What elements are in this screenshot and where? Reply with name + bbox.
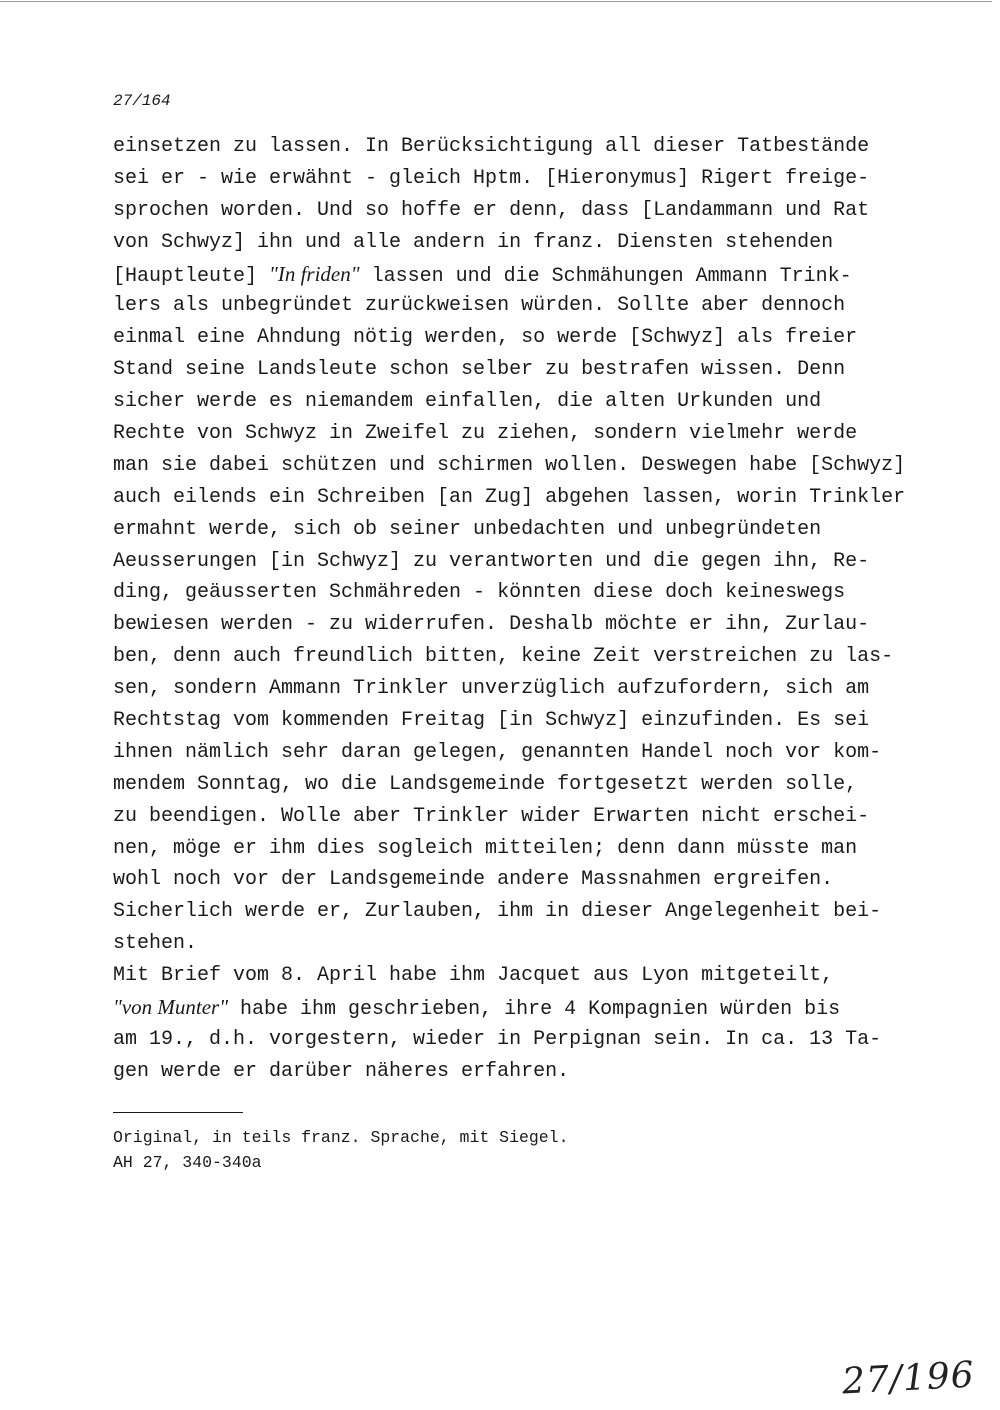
text-line [113,992,973,1024]
text-line: ermahnt werde, sich ob seiner unbedachten und unbegründeten [113,517,822,541]
body-text [113,131,973,1088]
text-line: sei er - wie erwähnt - gleich Hptm. [Hieronymus] Rigert freige- [113,166,870,190]
text-line: auch eilends ein Schreiben [an Zug] abgehen lassen, worin Trinkler [113,485,906,509]
text-line: sprochen worden. Und so hoffe er denn, dass [Landammann und Rat [113,198,870,222]
text-line: von Schwyz] ihn und alle andern in franz. Diensten stehenden [113,230,834,254]
text-line: sicher werde es niemandem einfallen, die alten Urkunden und [113,390,822,414]
text-segment: lassen und die Schmähungen Ammann Trink- [359,264,852,288]
handwritten-page-number: 27/196 [841,1354,976,1403]
text-line: Stand seine Landsleute schon selber zu bestrafen wissen. Denn [113,358,846,382]
text-line: wohl noch vor der Landsgemeinde andere Massnahmen ergreifen. [113,868,834,892]
page-reference: 27/164 [113,92,171,110]
text-line: Aeusserungen [in Schwyz] zu verantworten und die gegen ihn, Re- [113,549,870,573]
text-line: am 19., d.h. vorgestern, wieder in Perpignan sein. In ca. 13 Ta- [113,1027,882,1051]
footnote [113,1125,568,1175]
text-line: Rechtstag vom kommenden Freitag [in Schwyz] einzufinden. Es sei [113,709,870,733]
text-line: lers als unbegründet zurückweisen würden. Sollte aber dennoch [113,294,846,318]
scan-edge-line [0,1,992,2]
text-line: einsetzen zu lassen. In Berücksichtigung all dieser Tatbestände [113,135,870,158]
text-line: nen, möge er ihm dies sogleich mitteilen; denn dann müsste man [113,836,858,860]
text-line: einmal eine Ahndung nötig werden, so werde [Schwyz] als freier [113,326,858,350]
text-line: bewiesen werden - zu widerrufen. Deshalb möchte er ihn, Zurlau- [113,613,870,637]
footnote-line: Original, in teils franz. Sprache, mit Siegel. [113,1128,569,1147]
text-line: ihnen nämlich sehr daran gelegen, genannten Handel noch vor kom- [113,740,882,764]
text-line: Sicherlich werde er, Zurlauben, ihm in dieser Angelegenheit bei- [113,900,882,924]
text-segment: [Hauptleute] [113,264,270,288]
text-line: ben, denn auch freundlich bitten, keine Zeit verstreichen zu las- [113,645,894,669]
text-segment: habe ihm geschrieben, ihre 4 Kompagnien würden bis [228,998,841,1022]
text-line: zu beendigen. Wolle aber Trinkler wider Erwarten nicht erschei- [113,804,870,828]
text-line: gen werde er darüber näheres erfahren. [113,1059,570,1083]
text-line: sen, sondern Ammann Trinkler unverzüglich aufzufordern, sich am [113,677,870,701]
text-line: Mit Brief vom 8. April habe ihm Jacquet aus Lyon mitgeteilt, [113,964,834,988]
text-line: ding, geäusserten Schmähreden - könnten diese doch keineswegs [113,581,846,605]
italic-quote: "von Munter" [113,995,229,1020]
text-line [113,259,973,291]
text-line: Rechte von Schwyz in Zweifel zu ziehen, sondern vielmehr werde [113,422,858,446]
text-line: stehen. [113,932,198,956]
text-line: mendem Sonntag, wo die Landsgemeinde fortgesetzt werden solle, [113,772,858,796]
footnote-rule [113,1112,243,1113]
text-line: man sie dabei schützen und schirmen wollen. Deswegen habe [Schwyz] [113,453,906,477]
italic-quote: "In friden" [269,261,360,286]
footnote-line: AH 27, 340-340a [113,1153,262,1172]
